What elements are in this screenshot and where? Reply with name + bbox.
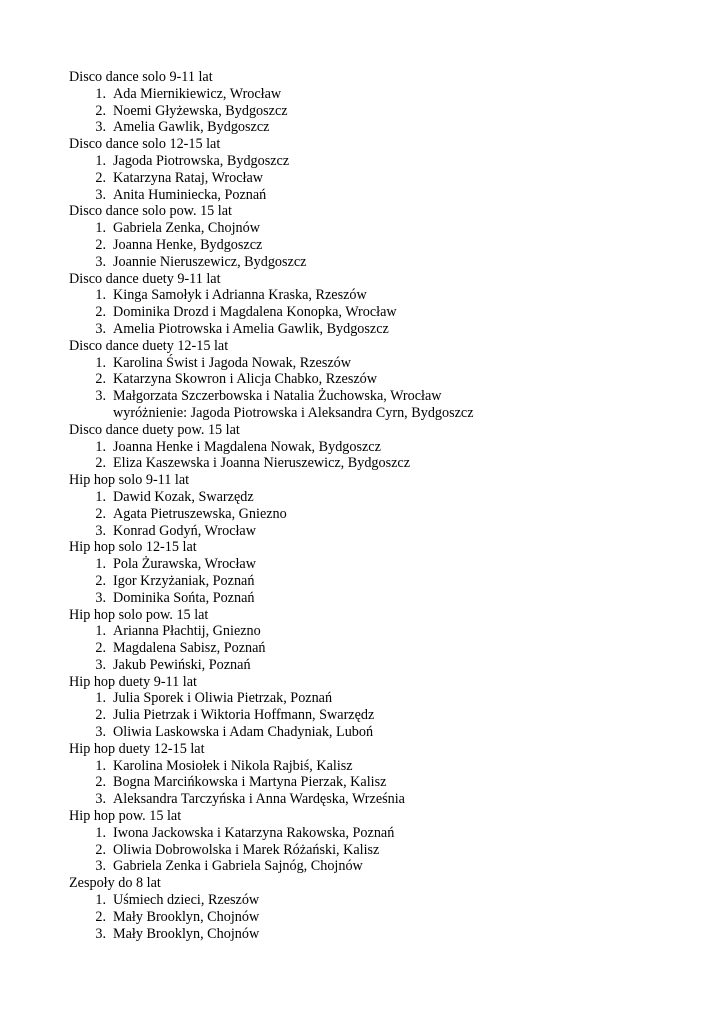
category-heading: Disco dance duety 9-11 lat [69, 270, 221, 287]
list-item-number: 1. [95, 438, 106, 455]
list-item-text: Joanna Henke i Magdalena Nowak, Bydgoszcz [113, 438, 381, 455]
category-section [69, 271, 709, 338]
list-item-number: 1. [95, 757, 106, 774]
category-heading: Disco dance solo pow. 15 lat [69, 203, 232, 220]
list-item-text: Amelia Piotrowska i Amelia Gawlik, Bydgoszcz [113, 320, 389, 337]
list-item-number: 2. [95, 707, 106, 724]
category-section [69, 741, 709, 808]
list-item [69, 909, 709, 926]
list-item-text: Julia Pietrzak i Wiktoria Hoffmann, Swarzędz [113, 707, 375, 724]
list-item [69, 254, 709, 271]
list-item-number: 2. [95, 640, 106, 657]
list-item-number: 3. [95, 589, 106, 606]
list-item-text: Dominika Drozd i Magdalena Konopka, Wrocław [113, 304, 397, 321]
category-heading: Zespoły do 8 lat [69, 875, 161, 892]
category-heading: Hip hop solo 12-15 lat [69, 539, 197, 556]
list-item-number: 2. [95, 304, 106, 321]
list-item [69, 506, 709, 523]
list-item-number: 3. [95, 791, 106, 808]
list-item-text: Pola Żurawska, Wrocław [113, 556, 256, 573]
list-item [69, 657, 709, 674]
list-item-text: Mały Brooklyn, Chojnów [113, 925, 260, 942]
list-item-text: Mały Brooklyn, Chojnów [113, 908, 260, 925]
list-item [69, 187, 709, 204]
list-item-text: Dawid Kozak, Swarzędz [113, 488, 254, 505]
list-item-text: Noemi Głyżewska, Bydgoszcz [113, 102, 288, 119]
list-item [69, 858, 709, 875]
list-item [69, 321, 709, 338]
list-item-number: 1. [95, 623, 106, 640]
list-item-text: Jagoda Piotrowska, Bydgoszcz [113, 152, 290, 169]
list-item-text: Oliwia Laskowska i Adam Chadyniak, Luboń [113, 724, 374, 741]
category-section [69, 674, 709, 741]
list-item [69, 220, 709, 237]
list-item-number: 2. [95, 505, 106, 522]
list-item [69, 825, 709, 842]
list-item [69, 439, 709, 456]
list-item-text: Katarzyna Rataj, Wrocław [113, 169, 264, 186]
category-heading: Hip hop duety 9-11 lat [69, 673, 197, 690]
list-item-text: Katarzyna Skowron i Alicja Chabko, Rzeszów [113, 371, 377, 388]
list-item [69, 758, 709, 775]
list-item [69, 590, 709, 607]
list-item-number: 2. [95, 169, 106, 186]
category-section [69, 136, 709, 203]
list-item [69, 388, 709, 405]
category-heading: Hip hop duety 12-15 lat [69, 740, 205, 757]
list-item [69, 573, 709, 590]
list-item-number: 3. [95, 925, 106, 942]
category-heading: Hip hop solo 9-11 lat [69, 472, 190, 489]
list-item-number: 2. [95, 774, 106, 791]
list-item [69, 791, 709, 808]
list-item-number: 1. [95, 892, 106, 909]
list-item-text: Igor Krzyżaniak, Poznań [113, 572, 255, 589]
list-item-text: Uśmiech dzieci, Rzeszów [113, 892, 260, 909]
category-section [69, 607, 709, 674]
list-item [69, 371, 709, 388]
list-item-number: 1. [95, 152, 106, 169]
category-section [69, 472, 709, 539]
list-item-text: Kinga Samołyk i Adrianna Kraska, Rzeszów [113, 287, 367, 304]
list-item-text: Karolina Świst i Jagoda Nowak, Rzeszów [113, 354, 351, 371]
list-item-number: 3. [95, 656, 106, 673]
list-item-text: Aleksandra Tarczyńska i Anna Wardęska, Września [113, 791, 405, 808]
distinction-note: wyróżnienie: Jagoda Piotrowska i Aleksandra Cyrn, Bydgoszcz [113, 404, 474, 421]
list-item [69, 103, 709, 120]
list-item [69, 237, 709, 254]
list-item-number: 3. [95, 253, 106, 270]
list-item [69, 724, 709, 741]
list-item-number: 3. [95, 186, 106, 203]
list-item-number: 3. [95, 119, 106, 136]
list-item-text: Dominika Sońta, Poznań [113, 589, 255, 606]
list-item [69, 455, 709, 472]
list-item [69, 556, 709, 573]
list-item-text: Konrad Godyń, Wrocław [113, 522, 256, 539]
list-item-number: 2. [95, 102, 106, 119]
list-item-number: 2. [95, 455, 106, 472]
category-heading: Disco dance duety 12-15 lat [69, 337, 229, 354]
list-item-text: Jakub Pewiński, Poznań [113, 656, 251, 673]
list-item-number: 3. [95, 522, 106, 539]
list-item [69, 119, 709, 136]
category-section [69, 808, 709, 875]
list-item-text: Agata Pietruszewska, Gniezno [113, 505, 287, 522]
list-item-text: Joanna Henke, Bydgoszcz [113, 236, 263, 253]
list-item-text: Anita Huminiecka, Poznań [113, 186, 267, 203]
list-item-number: 2. [95, 236, 106, 253]
list-item-number: 1. [95, 690, 106, 707]
list-item [69, 170, 709, 187]
list-item-number: 3. [95, 724, 106, 741]
list-item-number: 1. [95, 488, 106, 505]
list-item [69, 842, 709, 859]
list-item-text: Małgorzata Szczerbowska i Natalia Żuchowska, Wrocław [113, 388, 442, 405]
list-item-number: 2. [95, 908, 106, 925]
list-item-number: 1. [95, 824, 106, 841]
list-item-text: Gabriela Zenka i Gabriela Sajnóg, Chojnów [113, 858, 363, 875]
category-section [69, 203, 709, 270]
list-item [69, 304, 709, 321]
list-item [69, 523, 709, 540]
list-item-number: 1. [95, 220, 106, 237]
category-section [69, 69, 709, 136]
list-item-number: 3. [95, 388, 106, 405]
list-item [69, 690, 709, 707]
category-heading: Disco dance solo 9-11 lat [69, 69, 213, 85]
category-section [69, 422, 709, 472]
list-item-text: Magdalena Sabisz, Poznań [113, 640, 266, 657]
list-item-text: Gabriela Zenka, Chojnów [113, 220, 260, 237]
category-heading: Hip hop solo pow. 15 lat [69, 606, 209, 623]
list-item-number: 2. [95, 841, 106, 858]
list-item-text: Oliwia Dobrowolska i Marek Różański, Kalisz [113, 841, 380, 858]
category-section [69, 338, 709, 422]
list-item-number: 2. [95, 572, 106, 589]
list-item-number: 1. [95, 287, 106, 304]
list-item-text: Bogna Marcińkowska i Martyna Pierzak, Kalisz [113, 774, 387, 791]
list-item-number: 3. [95, 858, 106, 875]
list-item-text: Eliza Kaszewska i Joanna Nieruszewicz, Bydgoszcz [113, 455, 411, 472]
list-item [69, 489, 709, 506]
list-item [69, 707, 709, 724]
list-item [69, 926, 709, 943]
list-item-text: Joannie Nieruszewicz, Bydgoszcz [113, 253, 307, 270]
list-item-number: 1. [95, 85, 106, 102]
list-item [69, 892, 709, 909]
results-document [69, 69, 709, 942]
list-item [69, 355, 709, 372]
list-item-number: 1. [95, 556, 106, 573]
list-item-number: 1. [95, 354, 106, 371]
list-item [69, 623, 709, 640]
list-item [69, 774, 709, 791]
list-item-number: 3. [95, 320, 106, 337]
category-section [69, 539, 709, 606]
list-item [69, 287, 709, 304]
list-item-text: Arianna Płachtij, Gniezno [113, 623, 261, 640]
list-item [69, 153, 709, 170]
list-item-text: Iwona Jackowska i Katarzyna Rakowska, Poznań [113, 824, 395, 841]
list-item-text: Ada Miernikiewicz, Wrocław [113, 85, 282, 102]
list-item-text: Karolina Mosiołek i Nikola Rajbiś, Kalisz [113, 757, 353, 774]
category-heading: Hip hop pow. 15 lat [69, 808, 182, 825]
list-item-number: 2. [95, 371, 106, 388]
category-section [69, 875, 709, 942]
category-heading: Disco dance duety pow. 15 lat [69, 421, 240, 438]
list-item-text: Amelia Gawlik, Bydgoszcz [113, 119, 270, 136]
list-item [69, 86, 709, 103]
list-item [69, 640, 709, 657]
category-heading: Disco dance solo 12-15 lat [69, 136, 221, 153]
list-item-text: Julia Sporek i Oliwia Pietrzak, Poznań [113, 690, 333, 707]
